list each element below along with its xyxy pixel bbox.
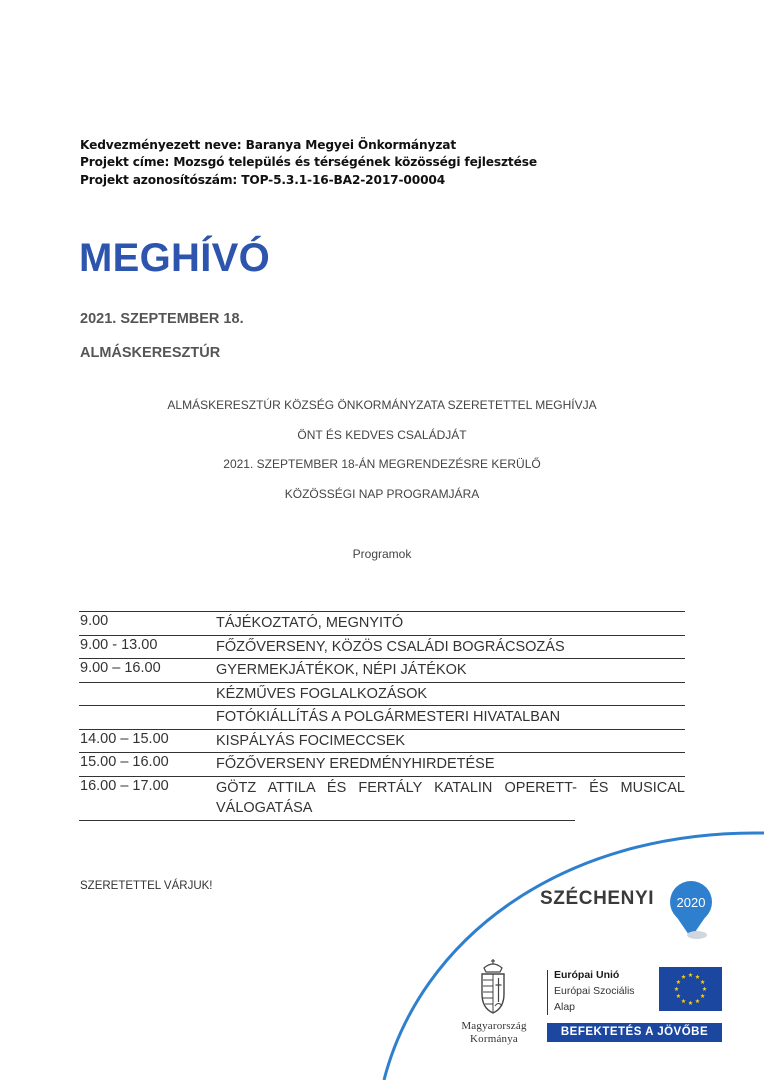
row-activity: FOTÓKIÁLLÍTÁS A POLGÁRMESTERI HIVATALBAN xyxy=(216,709,561,725)
row-activity: GÖTZ ATTILA ÉS FERTÁLY KATALIN OPERETT- ÉS MUSICAL VÁLOGATÁSA xyxy=(216,779,685,816)
eu-star xyxy=(676,994,681,998)
eu-flag-icon xyxy=(659,967,722,1011)
coat-of-arms-icon xyxy=(478,958,508,1016)
row-activity: GYERMEKJÁTÉKOK, NÉPI JÁTÉKOK xyxy=(216,662,467,678)
project-id: Projekt azonosítószám: TOP-5.3.1-16-BA2-2017-00004 xyxy=(80,172,446,187)
event-place: ALMÁSKERESZTÚR xyxy=(80,345,221,361)
eu-stars xyxy=(659,967,722,1011)
row-time: 16.00 – 17.00 xyxy=(80,777,169,794)
eu-star xyxy=(695,999,700,1003)
eu-divider xyxy=(547,970,548,1015)
invitation-line: ÖNT ÉS KEDVES CSALÁDJÁT xyxy=(297,427,467,442)
eu-line-2: Európai Szociális xyxy=(554,985,635,997)
row-activity: KISPÁLYÁS FOCIMECCSEK xyxy=(216,732,406,749)
row-activity: KÉZMŰVES FOGLALKOZÁSOK xyxy=(216,685,428,702)
eu-star xyxy=(700,994,705,998)
row-time: 14.00 – 15.00 xyxy=(80,730,169,747)
invitation-line: KÖZÖSSÉGI NAP PROGRAMJÁRA xyxy=(284,486,480,501)
gov-line-2: Kormánya xyxy=(469,1033,519,1045)
row-activity: FŐZŐVERSENY, KÖZÖS CSALÁDI BOGRÁCSOZÁS xyxy=(216,638,565,655)
invitation-text xyxy=(0,398,764,516)
schedule-table xyxy=(79,611,685,821)
eu-star xyxy=(674,987,679,991)
row-activity: FŐZŐVERSENY EREDMÉNYHIRDETÉSE xyxy=(216,756,495,772)
table-border-gap xyxy=(575,818,690,821)
eu-fund-text xyxy=(554,967,635,1015)
row-activity: TÁJÉKOZTATÓ, MEGNYITÓ xyxy=(216,615,404,631)
szechenyi-year: 2020 xyxy=(676,895,706,910)
government-logo-text xyxy=(446,1020,542,1046)
gov-line-1: Magyarország xyxy=(461,1020,527,1032)
row-time: 15.00 – 16.00 xyxy=(80,754,169,770)
szechenyi-2020-icon xyxy=(667,880,715,942)
eu-star xyxy=(676,980,681,984)
beneficiary-name: Kedvezményezett neve: Baranya Megyei Önkormányzat xyxy=(80,138,457,152)
eu-star xyxy=(700,980,705,984)
eu-star xyxy=(695,974,700,978)
page-title: MEGHÍVÓ xyxy=(79,236,271,280)
project-header xyxy=(80,137,537,189)
eu-star xyxy=(681,974,686,978)
eu-star xyxy=(702,987,707,991)
eu-line-1: Európai Unió xyxy=(554,969,620,981)
eu-star xyxy=(681,999,686,1003)
invest-banner: BEFEKTETÉS A JÖVŐBE xyxy=(547,1023,722,1042)
closing-text: SZERETETTEL VÁRJUK! xyxy=(80,880,213,892)
programs-label: Programok xyxy=(352,547,412,561)
row-time: 9.00 - 13.00 xyxy=(80,636,158,653)
eu-star xyxy=(688,1001,693,1005)
table-row xyxy=(79,658,685,682)
table-row xyxy=(79,705,685,729)
table-row xyxy=(79,635,685,659)
table-row xyxy=(79,776,685,821)
invitation-line: ALMÁSKERESZTÚR KÖZSÉG ÖNKORMÁNYZATA SZERETETTEL MEGHÍVJA xyxy=(167,398,597,412)
project-title: Projekt címe: Mozsgó település és térségének közösségi fejlesztése xyxy=(80,155,537,170)
table-row xyxy=(79,682,685,706)
row-time: 9.00 xyxy=(80,613,109,629)
row-time: 9.00 – 16.00 xyxy=(80,660,161,676)
eu-star xyxy=(688,973,693,977)
szechenyi-logo-text: SZÉCHENYI xyxy=(540,888,655,909)
invitation-line: 2021. SZEPTEMBER 18-ÁN MEGRENDEZÉSRE KERÜLŐ xyxy=(223,457,541,471)
table-row xyxy=(79,752,685,776)
table-row xyxy=(79,729,685,753)
eu-line-3: Alap xyxy=(554,1001,576,1013)
event-date: 2021. SZEPTEMBER 18. xyxy=(80,311,244,327)
table-row xyxy=(79,611,685,635)
